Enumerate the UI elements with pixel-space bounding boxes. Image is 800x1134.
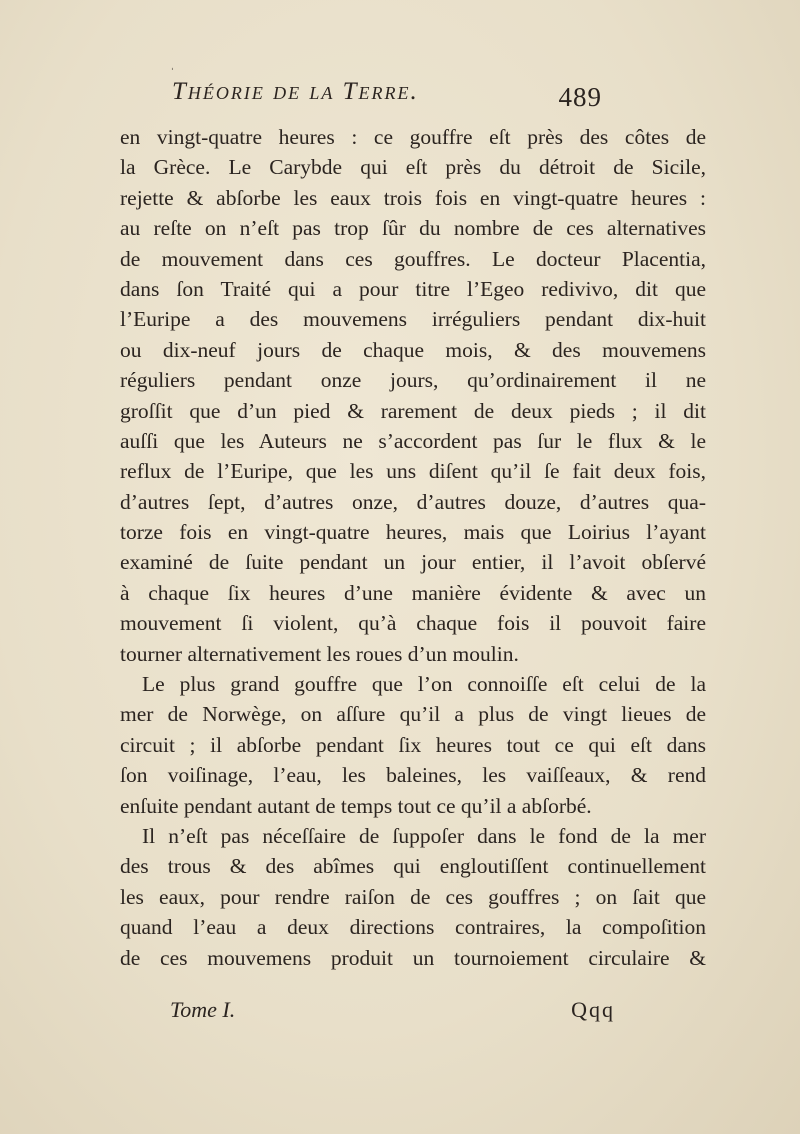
text-line: des trous & des abîmes qui engloutiſſent continuellement [120,854,706,879]
text-line: les eaux, pour rendre raiſon de ces gouffres ; on ſait que [120,884,706,909]
ink-speck: ˌ [170,56,175,71]
running-title: Théorie de la Terre. [172,78,419,105]
text-line: circuit ; il abſorbe pendant ſix heures tout ce qui eſt dans [120,732,706,757]
text-line: groſſit que d’un pied & rarement de deux pieds ; il dit [120,398,706,423]
volume-label: Tome I. [170,997,236,1022]
text-line: reflux de l’Euripe, que les uns diſent qu’il ſe fait deux fois, [120,459,706,484]
page-number: 489 [558,82,602,112]
text-line: Le plus grand gouffre que l’on connoiſſe eſt celui de la [142,672,706,697]
text-line: dans ſon Traité qui a pour titre l’Egeo redivivo, dit que [120,276,706,301]
text-line: tourner alternativement les roues d’un moulin. [120,641,519,666]
text-line: mer de Norwège, on aſſure qu’il a plus de vingt lieues de [120,702,706,727]
body-text [120,122,706,973]
page-header [172,78,602,118]
text-line: à chaque ſix heures d’une manière évidente & avec un [120,580,706,605]
text-line: ſon voiſinage, l’eau, les baleines, les vaiſſeaux, & rend [120,763,706,788]
text-line: réguliers pendant onze jours, qu’ordinairement il ne [120,368,706,393]
page-footer [170,997,615,1029]
text-line: de mouvement dans ces gouffres. Le docteur Placentia, [120,246,706,271]
text-line: examiné de ſuite pendant un jour entier, il l’avoit obſervé [120,550,706,575]
text-line: enſuite pendant autant de temps tout ce qu’il a abſorbé. [120,793,592,818]
text-line: l’Euripe a des mouvemens irréguliers pendant dix-huit [120,307,706,332]
text-line: quand l’eau a deux directions contraires, la compoſition [120,915,706,940]
text-line: Il n’eſt pas néceſſaire de ſuppoſer dans le fond de la mer [142,823,706,848]
text-line: mouvement ſi violent, qu’à chaque fois il pouvoit faire [120,611,706,636]
signature-mark: Qqq [571,997,615,1022]
text-line: auſſi que les Auteurs ne s’accordent pas ſur le flux & le [120,428,706,453]
text-line: rejette & abſorbe les eaux trois fois en vingt-quatre heures : [120,185,706,210]
text-line: ou dix-neuf jours de chaque mois, & des mouvemens [120,337,706,362]
text-line: d’autres ſept, d’autres onze, d’autres douze, d’autres qua- [120,489,706,514]
text-line: la Grèce. Le Carybde qui eſt près du détroit de Sicile, [120,155,706,180]
text-line: en vingt-quatre heures : ce gouffre eſt près des côtes de [120,125,706,149]
text-line: de ces mouvemens produit un tournoiement circulaire & [120,945,706,970]
text-line: au reſte on n’eſt pas trop ſûr du nombre de ces alternatives [120,216,706,241]
text-line: torze fois en vingt-quatre heures, mais que Loirius l’ayant [120,520,706,545]
